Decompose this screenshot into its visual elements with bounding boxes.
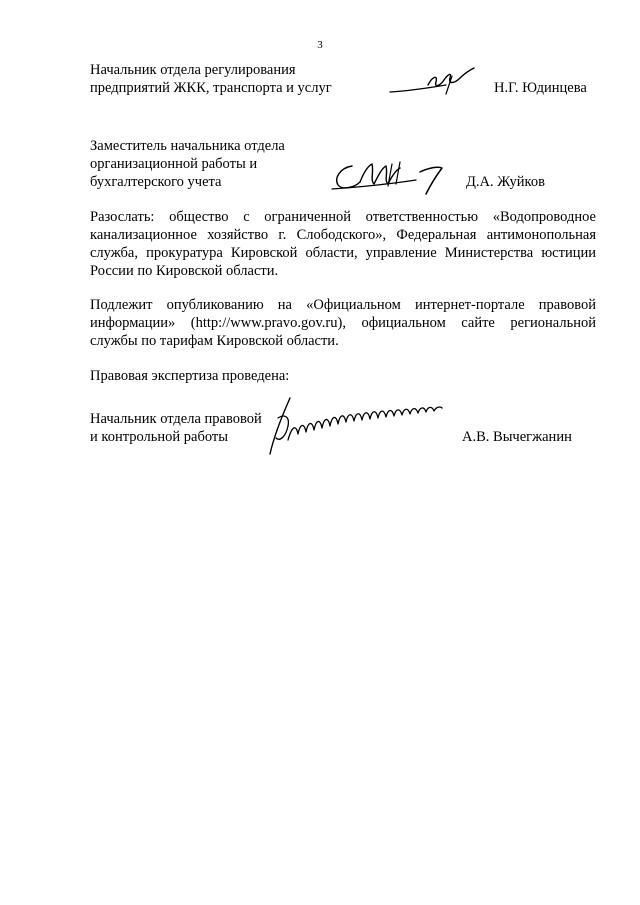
signatory-1-position-line-1: Начальник отдела регулирования [90, 62, 296, 78]
signature-1 [388, 64, 478, 98]
signatory-2-name: Д.А. Жуйков [466, 174, 545, 190]
publication-line-2: информации» (http://www.pravo.gov.ru), официальном сайте региональной [90, 315, 596, 331]
signatory-2-position-line-2: организационной работы и [90, 156, 258, 172]
signature-2 [330, 158, 448, 198]
legal-review-position-line-1: Начальник отдела правовой [90, 411, 262, 427]
legal-review-statement: Правовая экспертиза проведена: [90, 368, 290, 384]
signatory-1-name: Н.Г. Юдинцева [494, 80, 587, 96]
publication-line-1: Подлежит опубликованию на «Официальном интернет-портале правовой [90, 297, 596, 313]
distribution-line-1: Разослать: общество с ограниченной ответственностью «Водопроводное [90, 209, 596, 225]
distribution-line-2: канализационное хозяйство г. Слободского», Федеральная антимонопольная [90, 227, 596, 243]
legal-review-name: А.В. Вычегжанин [462, 429, 572, 445]
signature-3 [266, 396, 446, 458]
signatory-1-position-line-2: предприятий ЖКК, транспорта и услуг [90, 80, 332, 96]
signatory-2-position-line-3: бухгалтерского учета [90, 174, 222, 190]
signatory-2-position-line-1: Заместитель начальника отдела [90, 138, 285, 154]
distribution-line-4: России по Кировской области. [90, 263, 279, 279]
page-number: 3 [317, 39, 323, 51]
publication-line-3: службы по тарифам Кировской области. [90, 333, 339, 349]
legal-review-position-line-2: и контрольной работы [90, 429, 228, 445]
distribution-line-3: служба, прокуратура Кировской области, управление Министерства юстиции [90, 245, 596, 261]
